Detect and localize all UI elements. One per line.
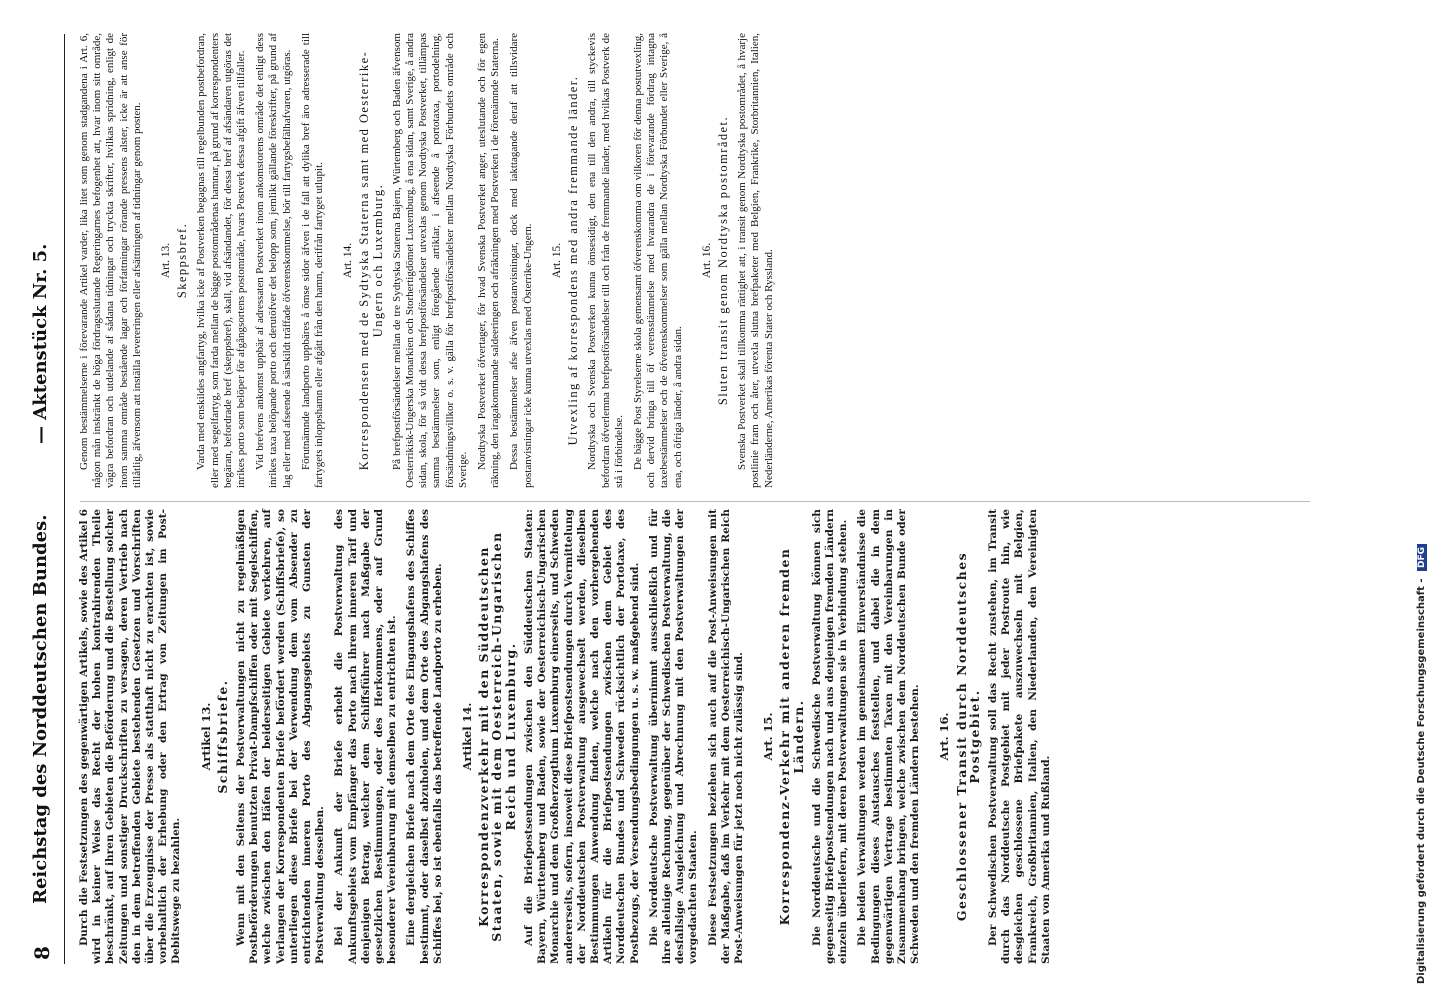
paragraph: Der Schwedischen Postverwaltung soll das Recht zustehen, im Transit durch das Norddeutsche Postgebiet mit jeder Postroute hin, wie desgleichen geschlossene Briefpakete auszuwechseln mit Belgien, Frankreich, Großbritannien, Italien, den Niederlanden, den Vereinigten Staaten von Amerika und Rußland. [986,509,1052,964]
paragraph: Vid brefvens ankomst uppbär af adressaten Postverket inom ankomstorens område det enligt dess inrikes taxa belöpande porto och derutöfver det belopp som, jemlikt gällande föreskrifter, på grund af lag eller med afseende å särskildt träffade öfverenskommelse, bör till fartygsbefälhafvaren, utgöras. [254,33,293,488]
page-number: 8 [30,946,54,960]
header-right-title: — Aktenstück Nr. 5. [30,243,51,444]
paragraph: Dessa bestämmelser afse äfven postanvisningar, dock med iakttagande deraf att tillsvidare postanvisningar icke kunna utvexlas med Österrike-Ungern. [508,33,534,488]
article-heading: Art. 14. [342,242,355,279]
footer-text: Digitalisierung gefördert durch die Deutsche Forschungsgemeinschaft - [1416,578,1427,984]
article-heading: Art. 15. [761,712,776,761]
column-divider [80,501,1310,502]
article-heading: Artikel 14. [460,702,475,771]
paragraph: Bei der Ankunft der Briefe erhebt die Postverwaltung des Ankunftsgebiets vom Empfänger das Porto nach ihrem inneren Tarif und denjenigen Betrag, welcher dem Schiffsführer nach Maßgabe der gesetzlichen Bestimmungen, oder des Herkommens, oder auf Grund besonderer Vereinbarung mit demselben zu entrichten ist. [333,509,399,964]
digitization-footer [1416,4,1432,984]
paragraph: Die beiden Verwaltungen werden im gemeinsamen Einverständnisse die Bedingungen dieses Austausches feststellen, und dabei die in dem gegenwärtigen Vertrage bestimmten Taxen mit den Vereinbarungen in Zusammenhang bringen, welche zwischen dem Norddeutschen Bunde oder Schweden und den fremden Ländern bestehen. [856,509,922,964]
article-heading: Art. 13. [160,242,173,279]
paragraph: Förutnämnde landporto uppbäres å ömse sidor äfven i de fall att dylika bref äro adresserade till fartygets inloppshamn eller afgått från den hamn, derifrån fartyget utlupit. [299,33,326,488]
section-title: Sluten transit genom Nordtyska postområdet. [715,115,730,406]
section-title: Korrespondensen med de Sydtyska Staterna samt med Oesterrike-Ungern och Luxemburg. [357,50,385,471]
paragraph: På brefpostförsändelser mellan de tre Sydtyska Staterna Bajern, Würtemberg och Baden äfvensom Oesterrikisk-Ungerska Monarkien och Storhertigdömet Luxemburg, å ena sidan, samt Sverige, å andra sidan, skola, för så vidt dessa brefpostförsändelser utvexlas genom Nordtyska Postverket, tillämpas samma bestämmelser som, enligt föregående artiklar, i afseende å portotaxa, portodelning, försändningsvillkor o. s. v. gälla för brefpostförsändelser mellan Nordtyska Förbundets område och Sverige. [390,33,469,488]
article-heading: Artikel 13. [198,702,213,771]
paragraph: Diese Festsetzungen beziehen sich auch auf die Post-Anweisungen mit der Maßgabe, daß im Verkehr mit dem Oesterreichisch-Ungarischen Reich Post-Anweisungen für jetzt noch nicht zulässig sind. [706,509,745,964]
article-heading: Art. 15. [550,242,563,279]
header-left-title: Reichstag des Norddeutschen Bundes. [30,514,51,904]
section-title: Korrespondenzverkehr mit den Süddeutschen Staaten, sowie mit dem Oesterreich-Ungarischen Reich und Luxemburg. [476,531,518,942]
paragraph: Wenn mit den Seitens der Postverwaltungen nicht zu regelmäßigen Postbeförderungen benutzten Privat-Dampfschiffen oder mit Segelschiffen, welche zwischen den Häfen der beiderseitigen Gebiete verkehren, auf Verlangen der Korrespondenten Briefe befördert werden (Schiffsbriefe), so unterliegen diese Briefe bei der Verwendung dem vom Absender zu entrichtenden inneren Porto des Abgangsgebiets zu Gunsten der Postverwaltung desselben. [235,509,327,964]
german-column [78,509,1059,964]
paragraph: Die Norddeutsche und die Schwedische Postverwaltung können sich gegenseitig Briefpostsendungen nach und aus denjenigen fremden Ländern einzeln überliefern, mit deren Postverwaltungen sie in Verbindung stehen. [810,509,850,964]
paragraph: Auf die Briefpostsendungen zwischen den Süddeutschen Staaten: Bayern, Württemberg und Baden, sowie der Oesterreichisch-Ungarischen Monarchie und dem Großherzogthum Luxemburg einerseits, und Schweden andererseits, sofern, insoweit diese Briefpostsendungen durch Vermittelung der Norddeutschen Postverwaltung ausgewechselt werden, dieselben Bestimmungen Anwendung finden, welche nach den vorhergehenden Artikeln für die Briefpostsendungen zwischen dem Gebiet des Norddeutschen Bundes und Schweden rücksichtlich der Portotaxe, des Postbezugs, der Versendungsbedingungen u. s. w. maßgebend sind. [522,509,641,964]
section-title: Utvexling af korrespondens med andra fremmande länder. [566,75,581,446]
paragraph: Durch die Festsetzungen des gegenwärtigen Artikels, sowie des Artikel 6 wird in keiner Weise das Recht der hohen kontrahirenden Theile beschränkt, auf ihren Gebieten die Beförderung und die Bestellung solcher Zeitungen und sonstiger Druckschriften zu versagen, deren Vertrieb nach den in dem betreffenden Gebiete bestehenden Gesetzen und Vorschriften über die Erzeugnisse der Presse als statthaft nicht zu erachten ist, sowie vorbehaltlich der Erhebung oder den Ertrag von Zeitungen im Post-Debitswege zu bezahlen. [78,509,183,964]
dfg-logo: DFG [1417,544,1427,571]
swedish-column [78,33,782,488]
section-title: Skeppsbref. [175,222,190,299]
section-title: Geschlossener Transit durch Norddeutsches Postgebiet. [953,551,982,922]
article-heading: Art. 16. [937,712,952,761]
paragraph: Nordtyska Postverket öfvertager, för hvad Svenska Postverket anger, uteslutande och för egen räkning, den iragakommande saldeeringen och afräkningen med Postverken i de förenämnde Staterna. [476,33,502,488]
paragraph: Die Norddeutsche Postverwaltung übernimmt ausschließlich und für ihre alleinige Rechnung, gegenüber der Schwedischen Postverwaltung, die desfallsige Ausgleichung und Abrechnung mit den Postverwaltungen der vorgedachten Staaten. [647,509,700,964]
paragraph: Svenska Postverket skall tillkomma rättighet att, i transit genom Nordtyska postområdet, å hvarje postlinie fram och åter, utvexla slutna brefpaketer med Belgien, Frankrike, Storbritannien, Italien, Nederländerne, Amerikas förenta Stater och Ryssland. [736,33,775,488]
article-heading: Art. 16. [700,242,713,279]
paragraph: Genom bestämmelserne i förevarande Artikel varder, lika litet som genom stadgandena i Art. 6, någon mån inskränkt de höga fördragsslutande Regeringarnes befogenhet att, hvar inom sitt område, vägra befordran och utdelande af sådana tidningar och tryckta skrifter, hvilkas spridning, enligt de inom samma område bestående lagar och författningar rörande pressens alster, icke är att anse för tillåtlig, äfvensom att inställa levereringen eller afsättningen af tidningar genom posten. [78,33,143,488]
section-title: Korrespondenz-Verkehr mit anderen fremden Ländern. [777,547,806,926]
section-title: Schiffsbriefe. [214,679,230,794]
paragraph: Nordtyska och Svenska Postverken kunna ömsesidigt, den ena till den andra, till styckevis befordran öfverlemna brefpostförsändelser till och från de fremmande länder, med hvilkas Postverk de stå i förbindelse. [586,33,625,488]
paragraph: Varda med enskildes angfartyg, hvilka icke af Postverken begagnas till regelbunden postbefordran, eller med segelfartyg, som farda mellan de bägge postområdenas hamnar, på grund af korrespondenters begäran, befordrade bref (skeppsbref), skall, vid afsändandet, för dessa bref af afsändaren utgöras det inrikes porto som belöper för afgångsortens postområde, hvars Postverk dessa afgift äfven tillfaller. [195,33,248,488]
page-header [24,34,65,964]
paragraph: De bägge Post Styrelserne skola gemensamt öfverenskomma om vilkoren för denna postutvexling, och dervid bringa till öf verensstämmelse med hvarandra de i förevarande fördrag intagna taxebestämmelser och de öfverenskommelser som gälla mellan Nordtyska Förbundet eller Sverige, å ena, och öfriga länder, å andra sidan. [631,33,684,488]
paragraph: Eine dergleichen Briefe nach dem Orte des Eingangshafens des Schiffes bestimmt, oder daselbst abzuholen, und dem Orte des Abgangshafens des Schiffes bei, so ist ebenfalls das betreffende Landporto zu erheben. [405,509,444,964]
